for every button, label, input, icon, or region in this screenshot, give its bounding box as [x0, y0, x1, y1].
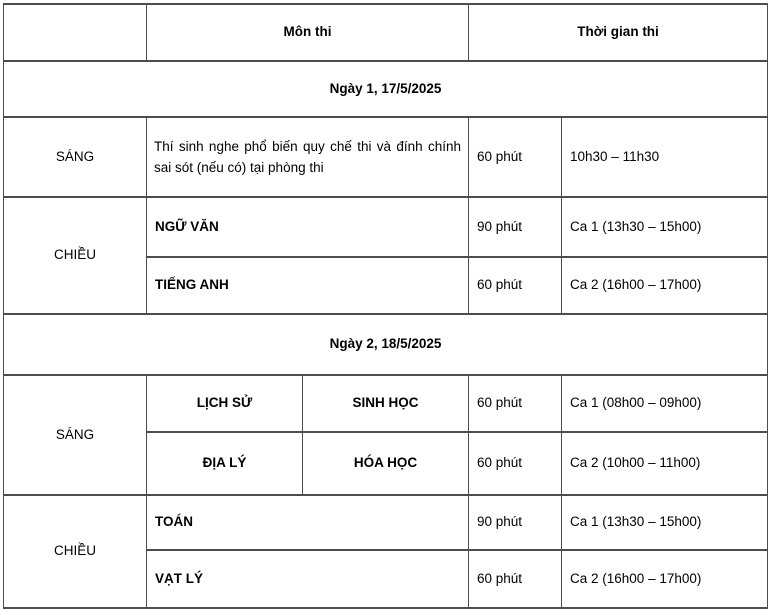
time-cell: Ca 1 (08h00 – 09h00): [562, 375, 768, 432]
duration-cell: 90 phút: [469, 197, 562, 257]
time-cell: Ca 2 (10h00 – 11h00): [562, 432, 768, 495]
day1-morning-time-cell: 10h30 – 11h30: [562, 117, 768, 197]
day1-morning-session-label: SÁNG: [4, 117, 147, 197]
subject-cell: ĐỊA LÝ: [147, 432, 303, 495]
header-subject-cell: Môn thi: [147, 4, 469, 61]
day1-afternoon-session-label: CHIỀU: [4, 197, 147, 314]
day1-title-row: [4, 61, 768, 117]
day2-title-row: [4, 314, 768, 375]
subject-cell: NGỮ VĂN: [147, 197, 469, 257]
day1-morning-duration-cell: 60 phút: [469, 117, 562, 197]
subject-cell: TIẾNG ANH: [147, 257, 469, 314]
header-time-cell: Thời gian thi: [469, 4, 768, 61]
exam-schedule-table: [3, 3, 768, 609]
day1-title: Ngày 1, 17/5/2025: [4, 61, 768, 117]
duration-cell: 60 phút: [469, 550, 562, 608]
table-header-row: [4, 4, 768, 61]
time-cell: Ca 1 (13h30 – 15h00): [562, 197, 768, 257]
subject-cell: LỊCH SỬ: [147, 375, 303, 432]
subject-cell: HÓA HỌC: [303, 432, 469, 495]
duration-cell: 60 phút: [469, 432, 562, 495]
subject-cell: VẠT LÝ: [147, 550, 469, 608]
day2-title: Ngày 2, 18/5/2025: [4, 314, 768, 375]
day2-morning-session-label: SÁNG: [4, 375, 147, 495]
day2-afternoon-session-label: CHIỀU: [4, 495, 147, 608]
subject-cell: TOÁN: [147, 495, 469, 550]
time-cell: Ca 1 (13h30 – 15h00): [562, 495, 768, 550]
subject-cell: SINH HỌC: [303, 375, 469, 432]
day2-afternoon-row-1: [4, 495, 768, 550]
duration-cell: 90 phút: [469, 495, 562, 550]
time-cell: Ca 2 (16h00 – 17h00): [562, 550, 768, 608]
day1-afternoon-row-1: [4, 197, 768, 257]
duration-cell: 60 phút: [469, 375, 562, 432]
day1-morning-row: [4, 117, 768, 197]
time-cell: Ca 2 (16h00 – 17h00): [562, 257, 768, 314]
day1-morning-activity-cell: Thí sinh nghe phổ biến quy chế thi và đính chính sai sót (nếu có) tại phòng thi: [147, 117, 469, 197]
header-session-cell: [4, 4, 147, 61]
duration-cell: 60 phút: [469, 257, 562, 314]
day2-morning-row-1: [4, 375, 768, 432]
